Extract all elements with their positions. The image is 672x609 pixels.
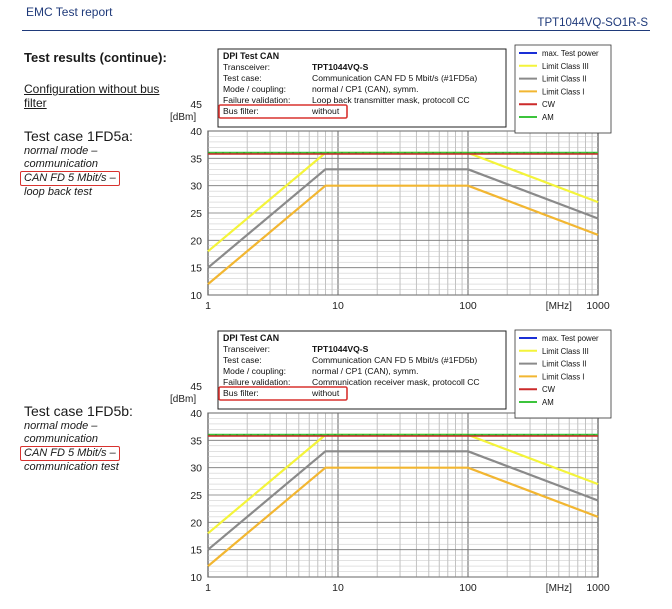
info-value: Loop back transmitter mask, protocoll CC	[312, 95, 470, 105]
y-tick-label: 30	[190, 180, 202, 193]
legend-entry: Limit Class II	[542, 74, 587, 84]
info-value: Communication receiver mask, protocoll CC	[312, 377, 480, 387]
info-label: Mode / coupling:	[223, 366, 287, 376]
case-desc-line: normal mode –	[24, 420, 98, 432]
info-label: Failure validation:	[223, 95, 291, 105]
case-desc-line: communication	[24, 158, 98, 170]
y-tick-label: 25	[190, 208, 202, 220]
device-id: TPT1044VQ-SO1R-S	[537, 17, 648, 29]
x-axis-label: [MHz]	[545, 301, 572, 312]
y-tick-label: 20	[190, 517, 202, 530]
info-label: Test case:	[223, 73, 262, 83]
legend-entry: Limit Class I	[542, 87, 585, 97]
report-title: EMC Test report	[26, 5, 113, 19]
x-axis-label: [MHz]	[545, 583, 572, 594]
info-title: DPI Test CAN	[223, 333, 280, 343]
chart-a	[170, 45, 611, 312]
legend-entry: Limit Class II	[542, 359, 587, 369]
legend-entry: max. Test power	[542, 49, 599, 58]
x-tick-label: 1000	[586, 300, 610, 312]
y-tick-label: 35	[190, 153, 202, 166]
case-highlight: CAN FD 5 Mbit/s –	[20, 171, 120, 186]
legend-entry: Limit Class III	[542, 61, 589, 71]
chart-b	[170, 330, 611, 594]
y-tick-label: 20	[190, 235, 202, 248]
info-label: Bus filter:	[223, 106, 259, 116]
x-tick-label: 1	[205, 582, 211, 594]
info-value: Communication CAN FD 5 Mbit/s (#1FD5a)	[312, 73, 478, 83]
y-tick-label: 15	[190, 262, 202, 275]
y-tick-label: 10	[190, 572, 202, 584]
legend-entry: Limit Class I	[542, 372, 585, 382]
info-value: normal / CP1 (CAN), symm.	[312, 366, 419, 376]
x-tick-label: 10	[332, 300, 344, 312]
case-desc-line: communication test	[24, 461, 119, 473]
legend-entry: CW	[542, 100, 555, 110]
info-label: Transceiver:	[223, 344, 270, 354]
x-tick-label: 100	[459, 300, 477, 312]
info-value: without	[312, 388, 340, 398]
case-desc-line: loop back test	[24, 186, 92, 198]
y-axis-label: [dBm]	[170, 112, 197, 123]
legend-entry: max. Test power	[542, 334, 599, 343]
section-title: Test results (continue):	[24, 50, 167, 65]
y-tick-label: 40	[190, 408, 202, 420]
info-label: Transceiver:	[223, 62, 270, 72]
y-tick-label: 45	[190, 381, 202, 393]
configuration-label: Configuration without bus filter	[24, 82, 160, 110]
legend-entry: AM	[542, 113, 554, 122]
case-desc-line: normal mode –	[24, 145, 98, 157]
x-tick-label: 1	[205, 300, 211, 312]
info-value: TPT1044VQ-S	[312, 344, 369, 354]
info-label: Test case:	[223, 355, 262, 365]
y-tick-label: 10	[190, 290, 202, 302]
legend-entry: CW	[542, 385, 555, 395]
y-tick-label: 30	[190, 462, 202, 475]
y-tick-label: 35	[190, 435, 202, 448]
x-tick-label: 10	[332, 582, 344, 594]
info-value: normal / CP1 (CAN), symm.	[312, 84, 419, 94]
info-label: Bus filter:	[223, 388, 259, 398]
legend-entry: Limit Class III	[542, 346, 589, 356]
y-axis-label: [dBm]	[170, 394, 197, 405]
y-tick-label: 25	[190, 490, 202, 502]
info-value: TPT1044VQ-S	[312, 62, 369, 72]
case-highlight: CAN FD 5 Mbit/s –	[20, 446, 120, 461]
info-label: Mode / coupling:	[223, 84, 287, 94]
case-desc-line: communication	[24, 433, 98, 445]
y-tick-label: 40	[190, 126, 202, 138]
y-tick-label: 45	[190, 99, 202, 111]
info-value: Communication CAN FD 5 Mbit/s (#1FD5b)	[312, 355, 478, 365]
case-title-a: Test case 1FD5a:	[24, 128, 133, 144]
legend-entry: AM	[542, 398, 554, 407]
case-title-b: Test case 1FD5b:	[24, 403, 133, 419]
y-tick-label: 15	[190, 544, 202, 557]
info-value: without	[312, 106, 340, 116]
info-label: Failure validation:	[223, 377, 291, 387]
x-tick-label: 1000	[586, 582, 610, 594]
info-title: DPI Test CAN	[223, 51, 280, 61]
x-tick-label: 100	[459, 582, 477, 594]
